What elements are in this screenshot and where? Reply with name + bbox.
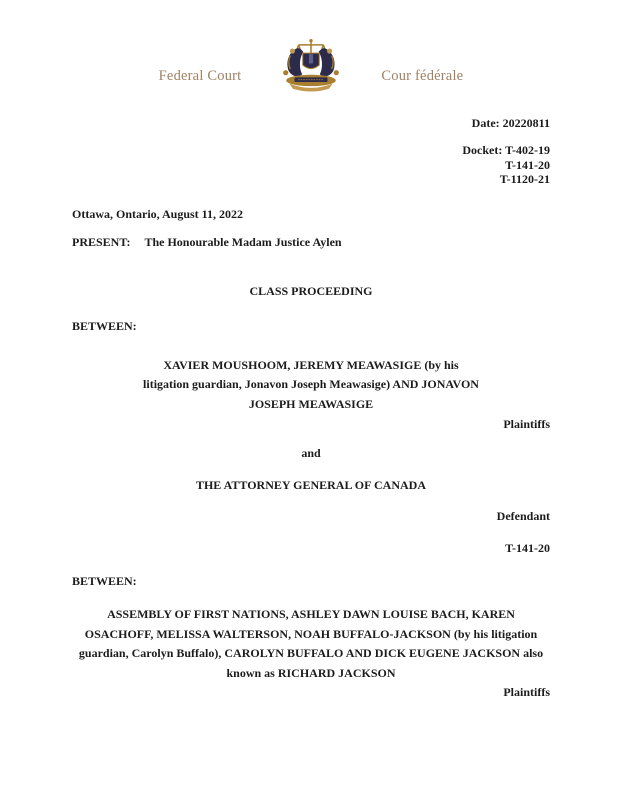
docket-block (72, 143, 550, 187)
court-name-english: Federal Court (158, 68, 242, 84)
defendant-name: THE ATTORNEY GENERAL OF CANADA (195, 478, 427, 492)
and-separator: and (301, 446, 321, 460)
party-line: known as RICHARD JACKSON (226, 665, 396, 680)
between-label-t141: BETWEEN: (72, 574, 137, 588)
role-plaintiffs-t402: Plaintiffs (503, 417, 550, 431)
docket-reference-t141: T-141-20 (505, 541, 550, 555)
court-masthead (72, 38, 550, 102)
presiding-judge-line (72, 235, 550, 250)
party-line: guardian, Carolyn Buffalo), CAROLYN BUFFALO AND DICK EUGENE JACKSON also (78, 646, 544, 660)
present-label: PRESENT: (72, 234, 131, 249)
party-line: litigation guardian, Jonavon Joseph Meawasige) AND JONAVON (143, 377, 479, 391)
between-label-t402: BETWEEN: (72, 318, 137, 333)
document-meta (72, 116, 550, 187)
presiding-judge-name: The Honourable Madam Justice Aylen (144, 234, 342, 249)
document-body (72, 207, 550, 701)
party-line: XAVIER MOUSHOOM, JEREMY MEAWASIGE (by his (163, 357, 459, 372)
docket-line: T-141-20 (505, 157, 550, 172)
plaintiffs-t402-block (72, 356, 550, 415)
court-name-french: Cour fédérale (381, 68, 464, 84)
proceeding-type-heading: CLASS PROCEEDING (249, 283, 373, 298)
docket-line: Docket: T-402-19 (462, 143, 550, 157)
party-line: OSACHOFF, MELISSA WALTERSON, NOAH BUFFALO-JACKSON (by his litigation (84, 626, 538, 641)
role-plaintiffs-t141: Plaintiffs (503, 685, 550, 699)
role-defendant: Defendant (496, 509, 550, 523)
party-line: JOSEPH MEAWASIGE (248, 396, 374, 411)
party-line: ASSEMBLY OF FIRST NATIONS, ASHLEY DAWN LOUISE BACH, KAREN (107, 607, 515, 621)
place-date-line: Ottawa, Ontario, August 11, 2022 (72, 206, 244, 221)
plaintiffs-t141-block (72, 605, 550, 683)
date-line: Date: 20220811 (471, 116, 550, 130)
federal-court-coat-of-arms-icon (279, 38, 343, 94)
docket-line: T-1120-21 (499, 172, 550, 186)
